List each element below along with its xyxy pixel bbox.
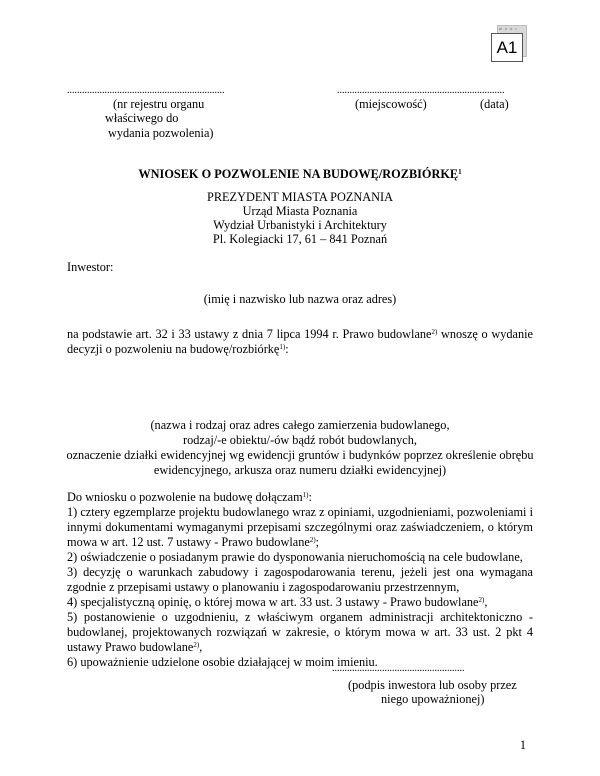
basis-text-3: : xyxy=(285,342,289,356)
attachment-item-2: 2) oświadczenie o posiadanym prawie do dysponowania nieruchomością na cele budowlane, xyxy=(67,550,523,564)
attachments-list xyxy=(67,490,533,670)
attachment-item-3: 3) decyzję o warunkach zabudowy i zagospodarowania terenu, jeżeli jest ona wymagana zgodnie z przepisami ustawy o planowaniu i zagospodarowaniu przestrzennym, xyxy=(67,565,533,594)
attachment-item-1 xyxy=(67,505,533,550)
registry-caption-line1: (nr rejestru organu xyxy=(113,97,205,111)
authority-department: Wydział Urbanistyki i Architektury xyxy=(213,218,387,232)
basis-footnote-1: 1) xyxy=(279,343,286,351)
authority-name: PREZYDENT MIASTA POZNANIA xyxy=(207,190,393,204)
attachment-item-1-text: 1) cztery egzemplarze projektu budowlanego wraz z opiniami, uzgodnieniami, pozwoleniami i innymi dokumentami wymaganymi przepisami szczególnymi oraz zaświadczeniem, o którym mowa w art. 12 ust. 7 ustawy - Prawo budowlane xyxy=(67,505,533,549)
investor-caption: (imię i nazwisko lub nazwa oraz adres) xyxy=(203,292,397,306)
date-caption: (data) xyxy=(480,97,509,111)
page-number: 1 xyxy=(519,738,526,752)
authority-address: Pl. Kolegiacki 17, 61 – 841 Poznań xyxy=(212,232,388,246)
attachment-item-4-text: 4) specjalistyczną opinię, o której mowa w art. 33 ust. 3 ustawy - Prawo budowlane xyxy=(67,595,479,609)
registry-number-dots: ............................................................... xyxy=(67,86,225,96)
signature-caption-line1: (podpis inwestora lub osoby przez xyxy=(348,678,517,692)
attachment-item-5 xyxy=(67,610,533,655)
basis-text-1: na podstawie art. 32 i 33 ustawy z dnia 7 lipca 1994 r. Prawo budowlane xyxy=(67,327,432,341)
document-title xyxy=(0,167,600,182)
basis-text-2: wnoszę o wydanie decyzji o pozwoleniu na budowę/rozbiórkę xyxy=(67,327,533,356)
title-footnote: 1 xyxy=(458,168,462,176)
signature-caption-line2: niego upoważnionej) xyxy=(381,692,485,706)
attachments-intro-footnote: 1) xyxy=(302,491,309,499)
form-code: A1 xyxy=(491,33,523,62)
registry-caption-line3: wydania pozwolenia) xyxy=(108,126,214,140)
attachment-item-5-footnote: 2) xyxy=(193,641,200,649)
attachment-item-4-footnote: 2) xyxy=(478,596,485,604)
attachment-item-4 xyxy=(67,595,533,610)
attachments-intro-end: : xyxy=(308,490,312,504)
attachments-intro-text: Do wniosku o pozwolenie na budowę dołączam xyxy=(67,490,303,504)
attachment-item-1-footnote: 2) xyxy=(309,536,316,544)
object-caption-line3: oznaczenie działki ewidencyjnej wg ewidencji gruntów i budynków poprzez określenie obrębu xyxy=(66,448,534,462)
attachment-item-6: 6) upoważnienie udzielone osobie działającej w moim imieniu. xyxy=(67,655,378,669)
legal-basis-paragraph xyxy=(67,327,533,357)
registry-caption-line2: właściwego do xyxy=(105,111,179,125)
form-code-badge xyxy=(491,25,527,61)
basis-footnote-2: 2) xyxy=(431,328,438,336)
attachment-item-5-text: 5) postanowienie o uzgodnieniu, z właściwym organem administracji architektoniczno - budowlanej, projektowanych rozwiązań w zakresie, o którym mowa w art. 33 ust. 2 pkt 4 ustawy Prawo budowlane xyxy=(67,610,533,654)
place-date-dots: ................................................................... xyxy=(337,86,505,96)
investor-label: Inwestor: xyxy=(67,260,114,274)
attachments-intro xyxy=(67,490,533,505)
title-text: WNIOSEK O POZWOLENIE NA BUDOWĘ/ROZBIÓRKĘ xyxy=(138,167,459,181)
attachment-item-1-end: ; xyxy=(315,535,320,549)
attachment-item-5-end: , xyxy=(199,640,203,654)
object-caption-line1: (nazwa i rodzaj oraz adres całego zamierzenia budowlanego, xyxy=(150,418,450,432)
signature-dots: ..................................................... xyxy=(332,664,465,674)
object-caption-line4: ewidencyjnego, arkusza oraz numeru działki ewidencyjnej) xyxy=(153,463,447,477)
object-caption-line2: rodzaj/-e obiektu/-ów bądź robót budowlanych, xyxy=(183,433,417,447)
place-caption: (miejscowość) xyxy=(355,97,427,111)
badge-tiny-text: w z ó r xyxy=(499,26,518,31)
authority-office: Urząd Miasta Poznania xyxy=(242,204,358,218)
attachment-item-4-end: , xyxy=(484,595,488,609)
